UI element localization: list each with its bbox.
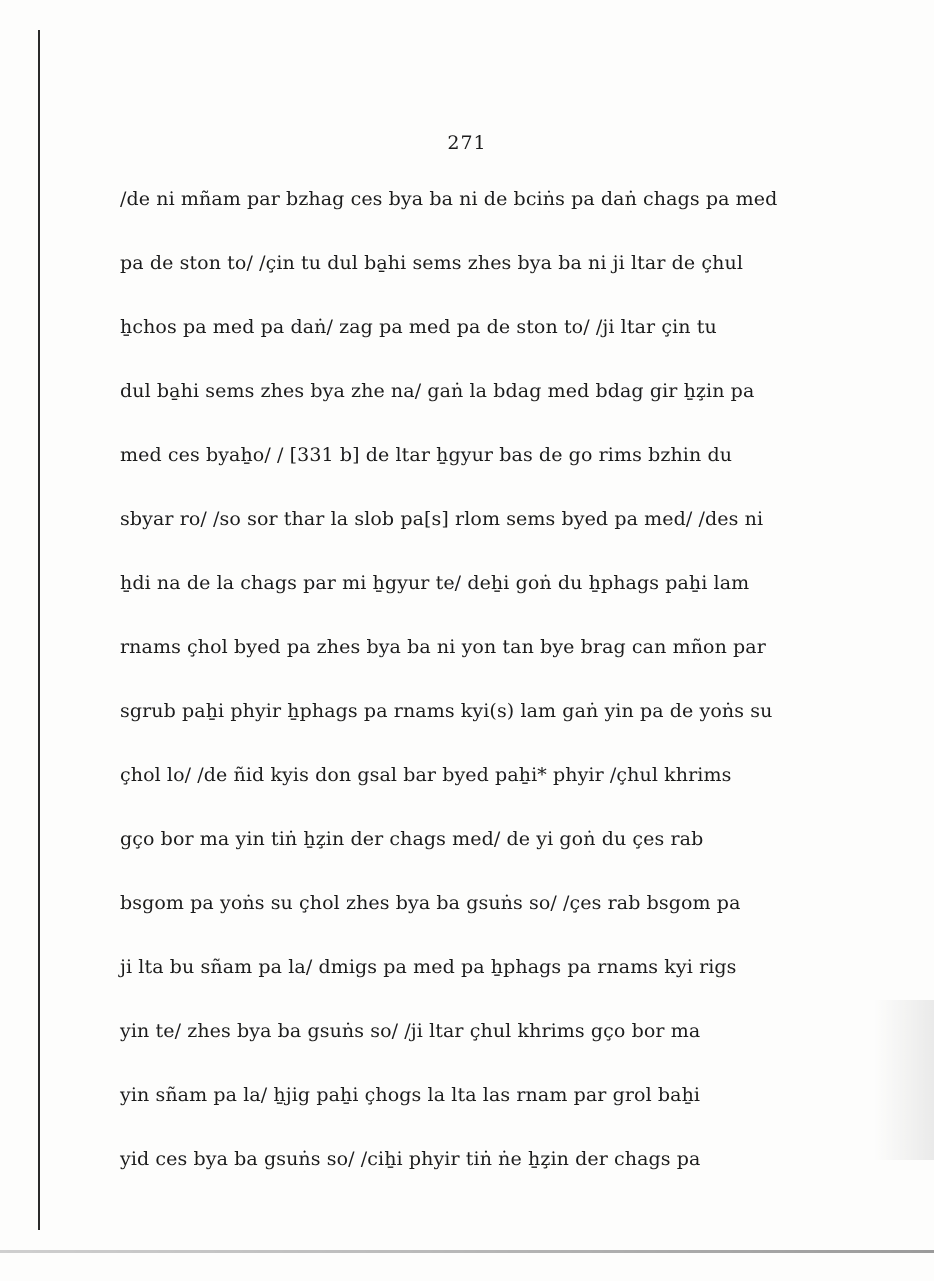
- text-line: yin sñam pa la/ ẖjig paẖi çhogs la lta las rnam par grol baẖi: [120, 1084, 701, 1106]
- bottom-page-edge: [0, 1250, 934, 1253]
- text-line: bsgom pa yoṅs su çhol zhes bya ba gsuṅs so/ /çes rab bsgom pa: [120, 892, 741, 914]
- page-number: 271: [447, 132, 487, 154]
- text-line: med ces byaẖo/ / [331 b] de ltar ẖgyur bas de go rims bzhin du: [120, 444, 733, 466]
- text-line: pa de ston to/ /çin tu dul ba̱hi sems zhes bya ba ni ji ltar de çhul: [120, 252, 743, 274]
- text-line: sgrub paẖi phyir ẖphags pa rnams kyi(s) lam gaṅ yin pa de yoṅs su: [120, 700, 773, 722]
- text-line: çhol lo/ /de ñid kyis don gsal bar byed paẖi* phyir /çhul khrims: [120, 764, 732, 786]
- text-line: dul ba̱hi sems zhes bya zhe na/ gaṅ la bdag med bdag gir ẖz̧in pa: [120, 380, 755, 402]
- scan-shadow: [874, 1000, 934, 1160]
- text-line: yin te/ zhes bya ba gsuṅs so/ /ji ltar çhul khrims gço bor ma: [120, 1020, 701, 1042]
- text-line: ji lta bu sñam pa la/ dmigs pa med pa ẖphags pa rnams kyi rigs: [120, 956, 737, 978]
- text-line: yid ces bya ba gsuṅs so/ /ciẖi phyir tiṅ ṅe ẖz̧in der chags pa: [120, 1148, 701, 1170]
- text-line: rnams çhol byed pa zhes bya ba ni yon tan bye brag can mñon par: [120, 636, 766, 658]
- text-line: gço bor ma yin tiṅ ẖz̧in der chags med/ de yi goṅ du çes rab: [120, 828, 704, 850]
- text-line: ẖchos pa med pa daṅ/ zag pa med pa de ston to/ /ji ltar çin tu: [120, 316, 717, 338]
- text-line: sbyar ro/ /so sor thar la slob pa[s] rlom sems byed pa med/ /des ni: [120, 508, 764, 530]
- left-margin-rule: [38, 30, 40, 1230]
- text-line: /de ni mñam par bzhag ces bya ba ni de bciṅs pa daṅ chags pa med: [120, 188, 778, 210]
- text-line: ẖdi na de la chags par mi ẖgyur te/ deẖi goṅ du ẖphags paẖi lam: [120, 572, 750, 594]
